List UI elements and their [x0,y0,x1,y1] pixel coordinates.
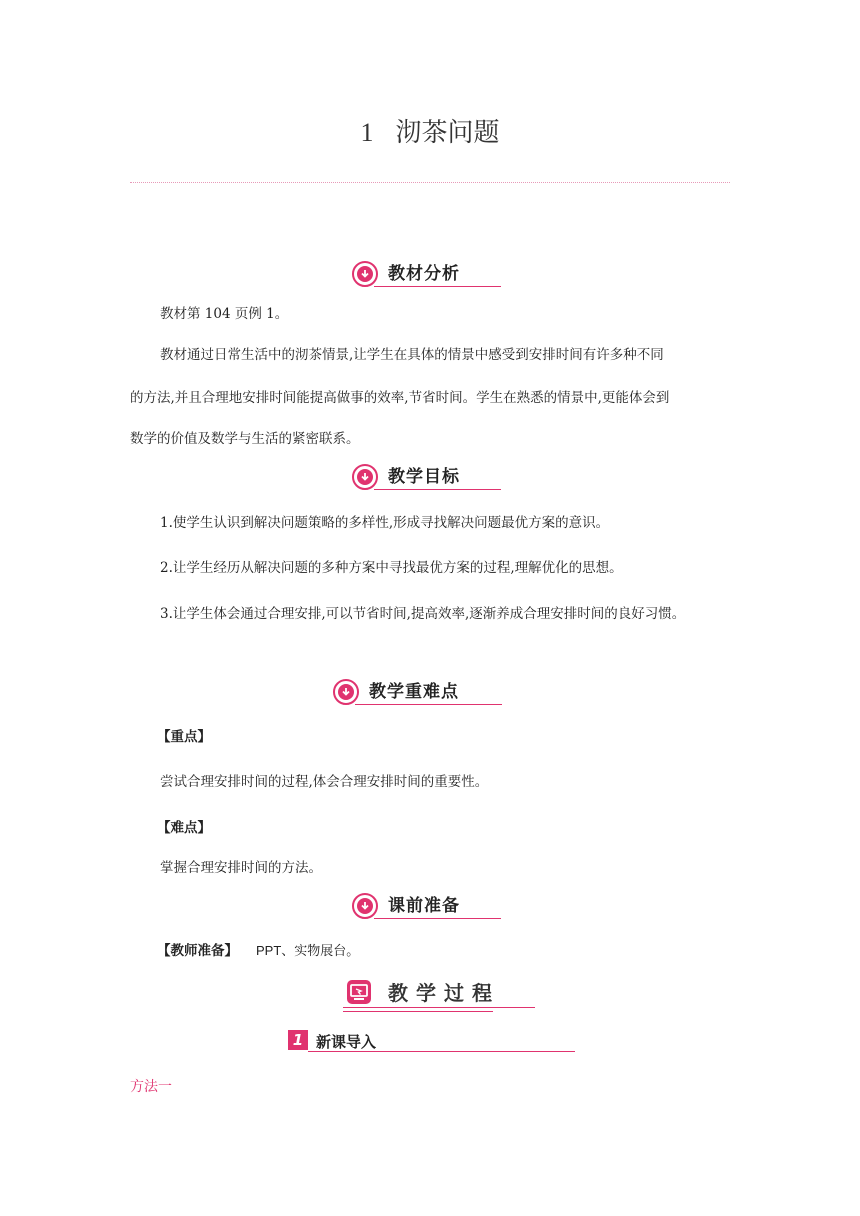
goal-item-3: 3.让学生体会通过合理安排,可以节省时间,提高效率,逐渐养成合理安排时间的良好习惯。 [160,606,686,622]
heading-underline [374,918,501,919]
heading-underline [355,704,502,705]
subsection-number-badge: 1 [288,1030,308,1050]
section-heading-label: 教学重难点 [369,682,459,702]
analysis-paragraph-2-line-1: 教材通过日常生活中的沏茶情景,让学生在具体的情景中感受到安排时间有许多种不同 [160,347,664,363]
teacher-prep-text: PPT、实物展台。 [256,943,360,958]
download-arrow-icon [352,464,378,490]
section-heading-goals [352,462,501,492]
computer-screen-icon [346,979,372,1005]
goal-item-2: 2.让学生经历从解决问题的多种方案中寻找最优方案的过程,理解优化的思想。 [160,560,623,576]
heading-underline-secondary [343,1011,493,1012]
download-arrow-icon [352,893,378,919]
section-heading-keypoints [333,677,502,707]
heading-underline [343,1007,535,1008]
heading-underline [374,489,501,490]
title-divider [130,182,730,183]
title-text: 沏茶问题 [395,118,500,148]
subsection-underline [308,1051,575,1052]
key-point-text: 尝试合理安排时间的过程,体会合理安排时间的重要性。 [160,774,489,790]
difficult-point-label: 【难点】 [157,820,211,836]
section-heading-label: 教学目标 [388,467,460,487]
section-heading-analysis [352,259,501,289]
title-number: 1 [360,118,374,147]
subsection-heading-label: 新课导入 [316,1033,377,1051]
analysis-paragraph-2-line-3: 数学的价值及数学与生活的紧密联系。 [130,431,360,447]
difficult-point-text: 掌握合理安排时间的方法。 [160,860,322,876]
goal-item-1: 1.使学生认识到解决问题策略的多样性,形成寻找解决问题最优方案的意识。 [160,515,610,531]
section-heading-label: 教材分析 [388,264,460,284]
download-arrow-icon [352,261,378,287]
analysis-paragraph-2-line-2: 的方法,并且合理地安排时间能提高做事的效率,节省时间。学生在熟悉的情景中,更能体会到 [130,390,670,406]
download-arrow-icon [333,679,359,705]
method-label: 方法一 [130,1079,172,1095]
section-heading-process [343,977,535,1013]
teacher-prep-line [157,941,767,961]
page-title [0,112,860,149]
subsection-heading-intro [288,1030,575,1054]
section-heading-prep [352,891,501,921]
heading-underline [374,286,501,287]
analysis-paragraph-1: 教材第 104 页例 1。 [160,306,289,322]
teacher-prep-label: 【教师准备】 [157,943,238,959]
section-heading-label: 课前准备 [388,896,460,916]
process-heading-label: 教学过程 [388,981,500,1005]
key-point-label: 【重点】 [157,729,211,745]
